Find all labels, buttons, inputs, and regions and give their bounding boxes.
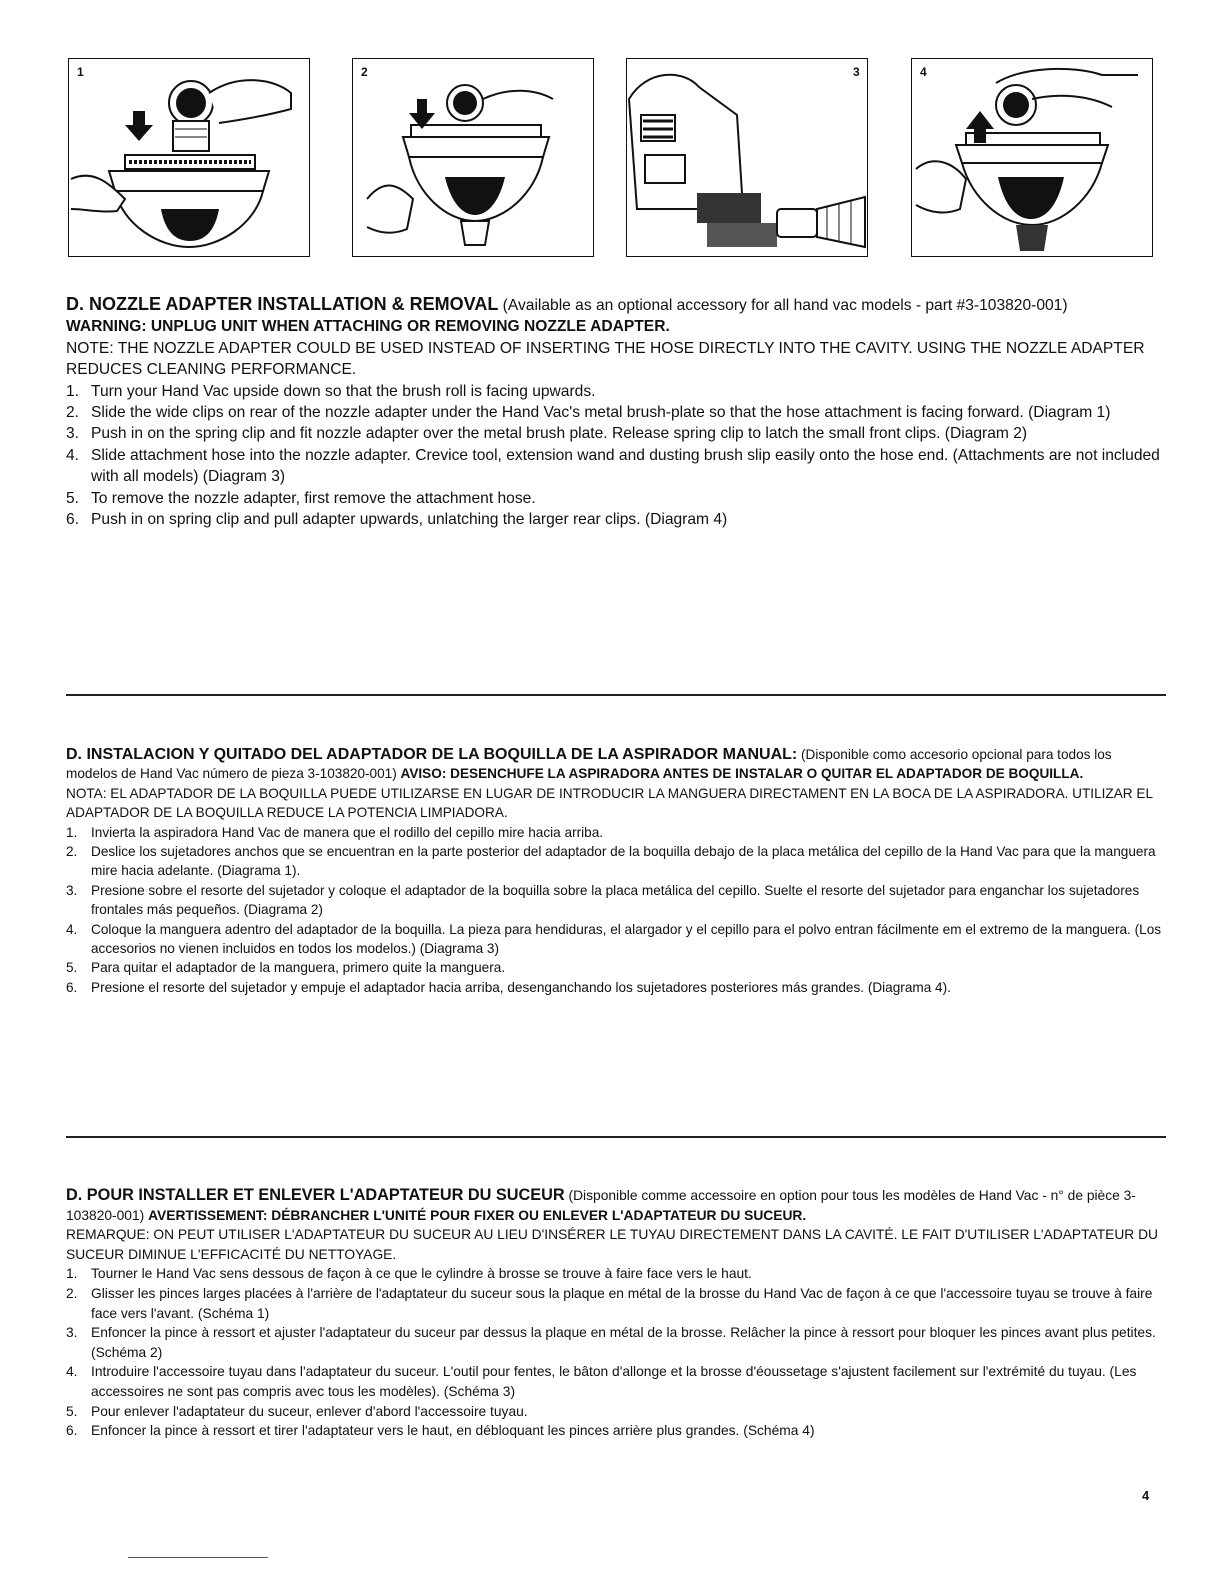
spanish-section: [66, 745, 1164, 997]
warning-text: WARNING: UNPLUG UNIT WHEN ATTACHING OR REMOVING NOZZLE ADAPTER.: [66, 318, 670, 336]
diagram-1: [68, 58, 310, 257]
diagram-4: [911, 58, 1153, 257]
list-item: 6. Enfoncer la pince à ressort et tirer l'adaptateur vers le haut, en débloquant les pinces arrière plus grandes. (Schéma 4): [66, 1423, 815, 1439]
english-heading: [66, 294, 1164, 316]
english-section: [66, 294, 1164, 530]
warning-text: AVISO: DESENCHUFE LA ASPIRADORA ANTES DE INSTALAR O QUITAR EL ADAPTADOR DE BOQUILLA.: [400, 766, 1084, 782]
diagram-row: [68, 58, 1174, 257]
section-title: D. INSTALACION Y QUITADO DEL ADAPTADOR DE LA BOQUILLA DE LA ASPIRADOR MANUAL:: [66, 746, 798, 763]
list-item: 3. Enfoncer la pince à ressort et ajuster l'adaptateur du suceur par dessus la plaque en métal de la brosse. Relâcher la pince à ressort pour bloquer les pinces avant plus petites. (Schéma 2): [66, 1325, 1156, 1360]
note-text: NOTE: THE NOZZLE ADAPTER COULD BE USED INSTEAD OF INSERTING THE HOSE DIRECTLY INTO THE CAVITY. USING THE NOZZLE ADAPTER REDUCES CLEANING PERFORMANCE.: [66, 339, 1145, 379]
section-title: D. POUR INSTALLER ET ENLEVER L'ADAPTATEUR DU SUCEUR: [66, 1186, 565, 1204]
list-item: 4. Introduire l'accessoire tuyau dans l'adaptateur du suceur. L'outil pour fentes, le bâton d'allonge et la brosse d'éoussetage s'ajustent facilement sur l'extrémité du tuyau. (Les accessoires ne sont pas compris avec tous les modèles). (Schéma 3): [66, 1364, 1137, 1399]
diagram-number: 1: [77, 65, 84, 79]
page-number: 4: [1142, 1488, 1150, 1503]
footer-line: [128, 1557, 268, 1558]
instruction-list: [66, 823, 1164, 998]
list-item: 6. Presione el resorte del sujetador y empuje el adaptador hacia arriba, desenganchando los sujetadores posteriores más grandes. (Diagrama 4).: [66, 979, 951, 995]
list-item: 2. Glisser les pinces larges placées à l'arrière de l'adaptateur du suceur sous la plaque en métal de la brosse du Hand Vac de façon à ce que l'accessoire tuyau se trouve à faire face vers l'avant. (Schéma 1): [66, 1285, 1153, 1321]
list-item: 5. Pour enlever l'adaptateur du suceur, enlever d'abord l'accessoire tuyau.: [66, 1403, 528, 1419]
list-item: 3. Presione sobre el resorte del sujetador y coloque el adaptador de la boquilla sobre la placa metálica del cepillo. Suelte el resorte del sujetador para enganchar los sujetadores frontales más pequeños. (Diagrama 2): [66, 882, 1140, 918]
instruction-list: [66, 1264, 1164, 1440]
french-heading: [66, 1186, 1164, 1225]
list-item: 4. Coloque la manguera adentro del adaptador de la boquilla. La pieza para hendiduras, el alargador y el cepillo para el polvo entran fácilmente em el extremo de la manguera. (Los accesorios no vienen incluidos en todos los modelos.) (Diagrama 3): [66, 921, 1162, 957]
hose-attachment-illustration: [627, 59, 867, 256]
spring-clip-latch-illustration: [353, 59, 593, 256]
list-item: 1. Invierta la aspiradora Hand Vac de manera que el rodillo del cepillo mire hacia arriba.: [66, 824, 604, 840]
diagram-number: 4: [920, 65, 927, 79]
note-text: NOTA: EL ADAPTADOR DE LA BOQUILLA PUEDE UTILIZARSE EN LUGAR DE INTRODUCIR LA MANGUERA DIRECTAMENT EN LA BOCA DE LA ASPIRADORA. UTILIZAR EL ADAPTADOR DE LA BOQUILLA REDUCE LA POTENCIA LIMPIADORA.: [66, 785, 1153, 821]
list-item: 2. Slide the wide clips on rear of the nozzle adapter under the Hand Vac's metal brush-plate so that the hose attachment is facing forward. (Diagram 1): [66, 404, 1111, 422]
list-item: 2. Deslice los sujetadores anchos que se encuentran en la parte posterior del adaptador de la boquilla debajo de la placa metálica del cepillo de la Hand Vac para que la manguera mire hacia adelante. (Diagrama 1).: [66, 844, 1156, 879]
section-divider: [66, 1136, 1166, 1138]
section-divider: [66, 694, 1166, 696]
spanish-heading: [66, 745, 1164, 784]
section-subtitle: (Available as an optional accessory for all hand vac models - part #3-103820-001): [502, 297, 1068, 314]
nozzle-adapter-removal-illustration: [912, 59, 1152, 256]
list-item: 1. Tourner le Hand Vac sens dessous de façon à ce que le cylindre à brosse se trouve à faire face vers le haut.: [66, 1266, 752, 1282]
list-item: 3. Push in on the spring clip and fit nozzle adapter over the metal brush plate. Release spring clip to latch the small front clips. (Diagram 2): [66, 425, 1028, 443]
warning-text: AVERTISSEMENT: DÉBRANCHER L'UNITÉ POUR FIXER OU ENLEVER L'ADAPTATEUR DU SUCEUR.: [148, 1207, 807, 1223]
note-text: REMARQUE: ON PEUT UTILISER L'ADAPTATEUR DU SUCEUR AU LIEU D'INSÉRER LE TUYAU DIRECTEMENT DANS LA CAVITÉ. LE FAIT D'UTILISER L'ADAPTATEUR DU SUCEUR DIMINUE L'EFFICACITÉ DU NETTOYAGE.: [66, 1227, 1159, 1262]
list-item: 5. Para quitar el adaptador de la manguera, primero quite la manguera.: [66, 960, 506, 976]
list-item: 1. Turn your Hand Vac upside down so that the brush roll is facing upwards.: [66, 382, 596, 400]
instruction-list: [66, 381, 1164, 531]
diagram-3: [626, 58, 868, 257]
diagram-number: 3: [853, 65, 860, 79]
section-subtitle: (Disponible comme accessoire en option pour tous les modèles de Hand Vac - n° de pièce 3-103820-001): [66, 1188, 1136, 1223]
french-section: [66, 1186, 1164, 1441]
list-item: 5. To remove the nozzle adapter, first remove the attachment hose.: [66, 489, 536, 507]
diagram-2: [352, 58, 594, 257]
nozzle-adapter-install-illustration: [69, 59, 309, 256]
diagram-number: 2: [361, 65, 368, 79]
list-item: 4. Slide attachment hose into the nozzle adapter. Crevice tool, extension wand and dusting brush slip easily onto the hose end. (Attachments are not included with all models) (Diagram 3): [66, 446, 1160, 486]
section-title: D. NOZZLE ADAPTER INSTALLATION & REMOVAL: [66, 294, 499, 314]
list-item: 6. Push in on spring clip and pull adapter upwards, unlatching the larger rear clips. (Diagram 4): [66, 511, 728, 529]
section-subtitle: (Disponible como accesorio opcional para todos los modelos de Hand Vac número de pieza 3-103820-001): [66, 747, 1112, 782]
